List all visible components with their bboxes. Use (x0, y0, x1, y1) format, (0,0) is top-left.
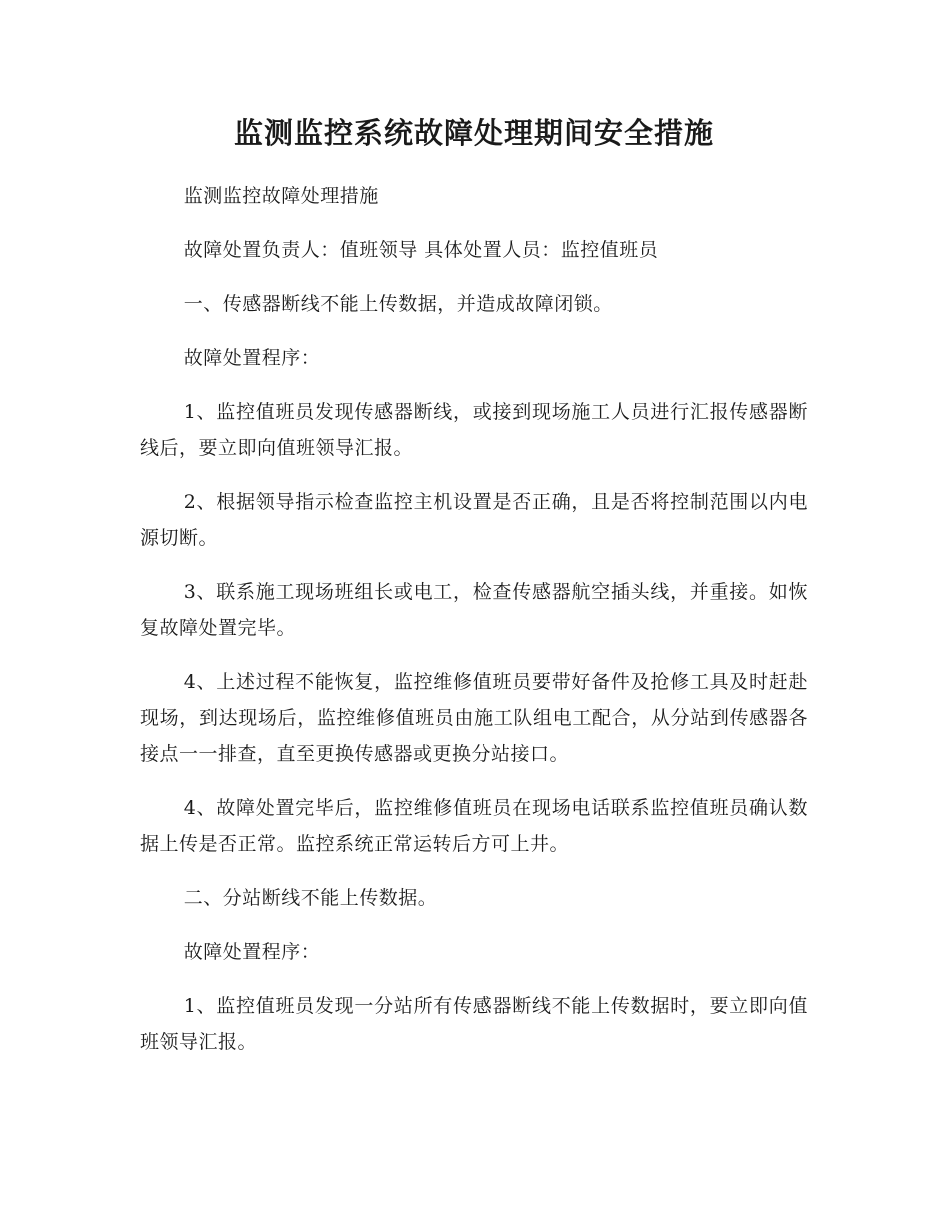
paragraph-section-two-step-1: 1、监控值班员发现一分站所有传感器断线不能上传数据时，要立即向值班领导汇报。 (140, 995, 808, 1053)
document-title: 监测监控系统故障处理期间安全措施 (233, 116, 714, 150)
paragraph-step-1: 1、监控值班员发现传感器断线，或接到现场施工人员进行汇报传感器断线后，要立即向值班领导汇报。 (140, 401, 808, 459)
paragraph-step-2: 2、根据领导指示检查监控主机设置是否正确，且是否将控制范围以内电源切断。 (140, 491, 808, 549)
paragraph-procedure-heading-2: 故障处置程序： (183, 941, 321, 963)
paragraph-procedure-heading: 故障处置程序： (183, 347, 321, 369)
paragraph-step-3: 3、联系施工现场班组长或电工，检查传感器航空插头线，并重接。如恢复故障处置完毕。 (140, 581, 808, 639)
paragraph-subtitle: 监测监控故障处理措施 (183, 185, 379, 207)
paragraph-step-4b: 4、故障处置完毕后，监控维修值班员在现场电话联系监控值班员确认数据上传是否正常。监控系统正常运转后方可上井。 (140, 797, 808, 855)
paragraph-section-two: 二、分站断线不能上传数据。 (183, 887, 438, 909)
paragraph-step-4: 4、上述过程不能恢复，监控维修值班员要带好备件及抢修工具及时赶赴现场，到达现场后，监控维修值班员由施工队组电工配合，从分站到传感器各接点一一排查，直至更换传感器或更换分站接口。 (140, 671, 808, 765)
document-page (140, 108, 808, 1078)
paragraph-section-one: 一、传感器断线不能上传数据，并造成故障闭锁。 (183, 293, 613, 315)
paragraph-responsible: 故障处置负责人：值班领导 具体处置人员：监控值班员 (183, 239, 659, 261)
